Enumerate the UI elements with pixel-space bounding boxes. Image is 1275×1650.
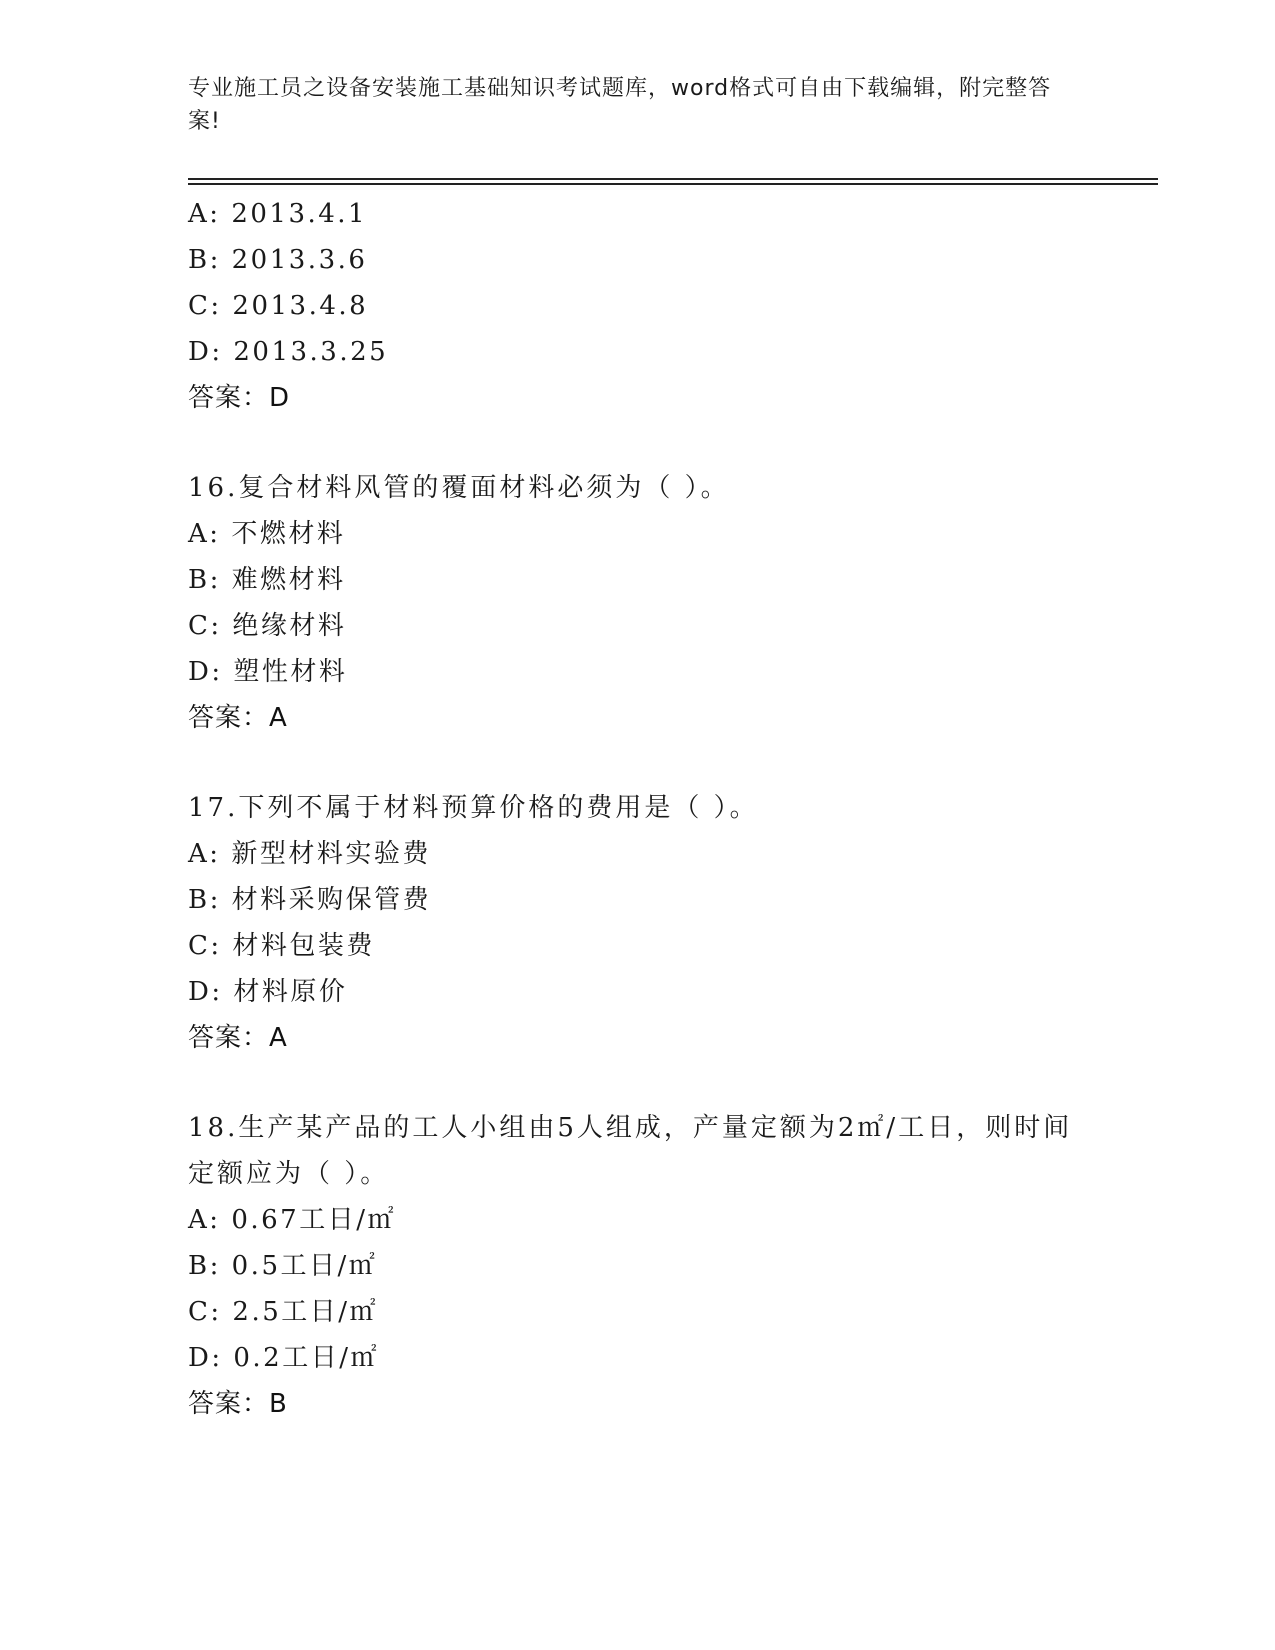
option-a: [188, 831, 1108, 877]
option-text: 新型材料实验费: [231, 839, 431, 869]
option-text: 绝缘材料: [232, 611, 347, 641]
option-a: [188, 191, 1108, 237]
option-label: B:: [188, 1251, 221, 1281]
option-label: B:: [188, 885, 221, 915]
option-label: D:: [188, 977, 223, 1007]
question-block: [188, 785, 1108, 1061]
option-label: D:: [188, 1343, 223, 1373]
option-text: 塑性材料: [233, 657, 348, 687]
option-b: [188, 557, 1108, 603]
spacer: [188, 421, 1108, 465]
option-label: C:: [188, 611, 222, 641]
option-c: [188, 603, 1108, 649]
answer-line: 答案：B: [188, 1389, 288, 1419]
option-text: 0.67工日/㎡: [231, 1205, 396, 1235]
option-c: [188, 283, 1108, 329]
document-header: 专业施工员之设备安装施工基础知识考试题库，word格式可自由下载编辑，附完整答案!: [188, 76, 1052, 134]
spacer: [188, 1061, 1108, 1105]
option-text: 材料包装费: [232, 931, 375, 961]
option-a: [188, 511, 1108, 557]
question-stem: 18.生产某产品的工人小组由5人组成，产量定额为2㎡/工日，则时间定额应为（ ）。: [188, 1113, 1073, 1189]
option-label: C:: [188, 291, 222, 321]
option-label: D:: [188, 337, 223, 367]
option-c: [188, 923, 1108, 969]
option-text: 不燃材料: [231, 519, 346, 549]
option-text: 2.5工日/㎡: [232, 1297, 379, 1327]
option-text: 材料原价: [233, 977, 348, 1007]
option-b: [188, 237, 1108, 283]
option-label: C:: [188, 1297, 222, 1327]
answer-line: 答案：A: [188, 1023, 288, 1053]
question-stem: 17.下列不属于材料预算价格的费用是（ ）。: [188, 793, 759, 823]
answer-line: 答案：A: [188, 703, 288, 733]
question-block: [188, 1105, 1108, 1427]
option-label: C:: [188, 931, 222, 961]
answer-line: 答案：D: [188, 383, 291, 413]
option-label: B:: [188, 245, 221, 275]
spacer: [188, 741, 1108, 785]
option-label: A:: [188, 199, 221, 229]
option-d: [188, 649, 1108, 695]
option-a: [188, 1197, 1108, 1243]
option-label: A:: [188, 839, 221, 869]
option-label: A:: [188, 1205, 221, 1235]
option-text: 2013.3.6: [231, 245, 368, 275]
option-d: [188, 1335, 1108, 1381]
option-text: 0.5工日/㎡: [231, 1251, 378, 1281]
option-text: 材料采购保管费: [231, 885, 432, 915]
option-b: [188, 1243, 1108, 1289]
header-divider-top: [188, 178, 1158, 180]
option-c: [188, 1289, 1108, 1335]
option-d: [188, 329, 1108, 375]
option-d: [188, 969, 1108, 1015]
option-text: 0.2工日/㎡: [233, 1343, 379, 1373]
option-text: 2013.3.25: [233, 337, 389, 367]
question-list: [188, 191, 1108, 1427]
option-label: D:: [188, 657, 223, 687]
option-b: [188, 877, 1108, 923]
question-stem: 16.复合材料风管的覆面材料必须为（ ）。: [188, 473, 730, 503]
option-text: 2013.4.1: [231, 199, 368, 229]
option-text: 难燃材料: [231, 565, 346, 595]
question-block-continued: [188, 191, 1108, 421]
option-label: A:: [188, 519, 221, 549]
header-divider-bottom: [188, 183, 1158, 185]
option-label: B:: [188, 565, 221, 595]
question-block: [188, 465, 1108, 741]
option-text: 2013.4.8: [232, 291, 369, 321]
